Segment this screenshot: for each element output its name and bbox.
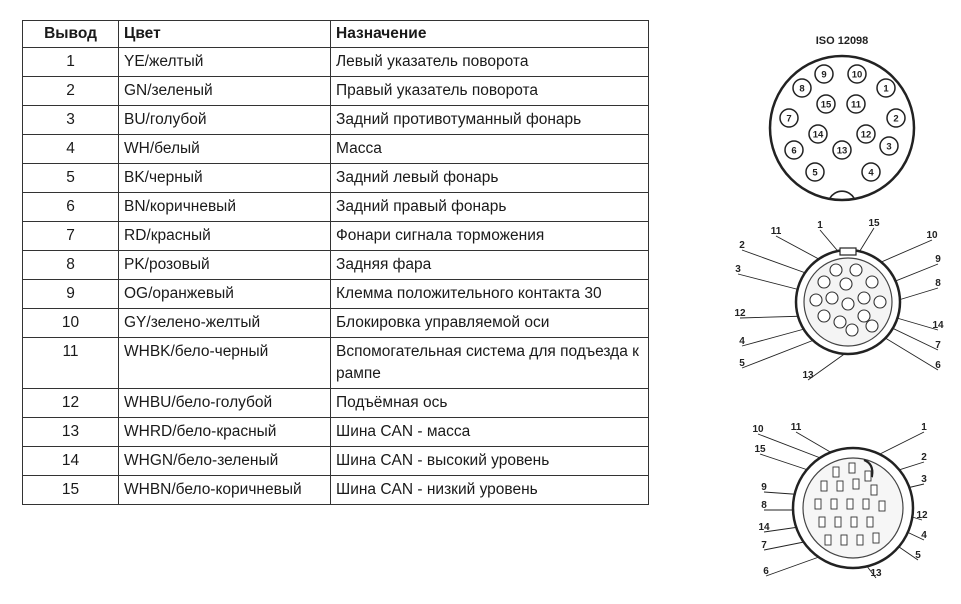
rear-pin-contact — [871, 485, 877, 495]
rear-pin-label: 4 — [921, 530, 927, 541]
rear-pin-label: 6 — [763, 566, 769, 577]
iso-pin-label: 15 — [820, 99, 832, 111]
front-pin-socket — [858, 292, 870, 304]
cell-color: GN/зеленый — [119, 77, 331, 106]
table-row — [23, 280, 649, 309]
cell-pin: 2 — [23, 77, 119, 106]
rear-pin-contact — [819, 517, 825, 527]
cell-color: WHBU/бело-голубой — [119, 389, 331, 418]
cell-color: OG/оранжевый — [119, 280, 331, 309]
cell-function: Левый указатель поворота — [331, 48, 649, 77]
rear-pin-contact — [857, 535, 863, 545]
iso-connector-title: ISO 12098 — [815, 35, 869, 47]
rear-pin-contact — [835, 517, 841, 527]
iso-pin-label: 2 — [893, 113, 899, 125]
rear-pin-contact — [851, 517, 857, 527]
table-row — [23, 164, 649, 193]
front-pin-label: 3 — [735, 264, 741, 275]
cell-function: Задняя фара — [331, 251, 649, 280]
iso-pin-label: 3 — [886, 141, 892, 153]
rear-pin-contact — [841, 535, 847, 545]
front-leader-line — [888, 326, 938, 350]
rear-pin-contact — [825, 535, 831, 545]
front-pin-label: 5 — [739, 358, 745, 369]
front-pin-label: 8 — [935, 278, 941, 289]
front-pin-label: 15 — [868, 218, 880, 229]
rear-pin-contact — [865, 471, 871, 481]
rear-pin-contact — [821, 481, 827, 491]
rear-pin-label: 1 — [921, 422, 927, 433]
front-pin-socket — [840, 278, 852, 290]
header-color: Цвет — [119, 21, 331, 48]
front-pin-socket — [834, 316, 846, 328]
rear-pin-label: 2 — [921, 452, 927, 463]
table-row — [23, 389, 649, 418]
table-row — [23, 338, 649, 389]
front-pin-socket — [842, 298, 854, 310]
table-row — [23, 476, 649, 505]
iso-pin-label: 7 — [786, 113, 792, 125]
cell-color: BN/коричневый — [119, 193, 331, 222]
cell-function: Фонари сигнала торможения — [331, 222, 649, 251]
cell-color: GY/зелено-желтый — [119, 309, 331, 338]
cell-pin: 4 — [23, 135, 119, 164]
rear-pin-contact — [847, 499, 853, 509]
header-pin: Вывод — [23, 21, 119, 48]
table-header-row — [23, 21, 649, 48]
iso-pin-label: 5 — [812, 167, 818, 179]
rear-pin-label: 11 — [790, 422, 802, 433]
cell-pin: 15 — [23, 476, 119, 505]
table-row — [23, 77, 649, 106]
rear-pin-contact — [879, 501, 885, 511]
cell-color: BK/черный — [119, 164, 331, 193]
cell-color: WHBN/бело-коричневый — [119, 476, 331, 505]
front-pin-label: 6 — [935, 360, 941, 371]
cell-color: RD/красный — [119, 222, 331, 251]
rear-pin-label: 7 — [761, 540, 767, 551]
front-pin-socket — [874, 296, 886, 308]
front-pin-label: 1 — [817, 220, 823, 231]
cell-color: WHRD/бело-красный — [119, 418, 331, 447]
cell-function: Подъёмная ось — [331, 389, 649, 418]
rear-pin-label: 14 — [758, 522, 770, 533]
front-pin-label: 14 — [932, 320, 944, 331]
rear-pin-label: 10 — [752, 424, 764, 435]
front-leader-line — [742, 340, 814, 368]
cell-function: Задний левый фонарь — [331, 164, 649, 193]
rear-pin-label: 3 — [921, 474, 927, 485]
front-pin-label: 12 — [734, 308, 746, 319]
front-pin-socket — [866, 320, 878, 332]
front-pin-label: 7 — [935, 340, 941, 351]
cell-function: Шина CAN - масса — [331, 418, 649, 447]
cell-color: WH/белый — [119, 135, 331, 164]
table-row — [23, 447, 649, 476]
cell-pin: 11 — [23, 338, 119, 389]
cell-pin: 1 — [23, 48, 119, 77]
cell-pin: 7 — [23, 222, 119, 251]
front-pin-socket — [866, 276, 878, 288]
pin-assignment-table — [22, 20, 649, 505]
table-row — [23, 418, 649, 447]
table-row — [23, 193, 649, 222]
rear-pin-contact — [849, 463, 855, 473]
iso-pin-label: 6 — [791, 145, 797, 157]
rear-pin-label: 8 — [761, 500, 767, 511]
front-leader-line — [858, 228, 874, 254]
rear-pin-contact — [837, 481, 843, 491]
cell-pin: 3 — [23, 106, 119, 135]
cell-pin: 8 — [23, 251, 119, 280]
front-pin-socket — [826, 292, 838, 304]
cell-color: WHBK/бело-черный — [119, 338, 331, 389]
table-body — [23, 48, 649, 505]
table-row — [23, 309, 649, 338]
cell-color: BU/голубой — [119, 106, 331, 135]
front-pin-socket — [858, 310, 870, 322]
connector-rear-diagram — [740, 420, 950, 598]
table-row — [23, 48, 649, 77]
front-pin-socket — [810, 294, 822, 306]
cell-pin: 12 — [23, 389, 119, 418]
cell-function: Масса — [331, 135, 649, 164]
front-leader-line — [742, 250, 814, 276]
iso-pin-label: 9 — [821, 69, 827, 81]
cell-color: WHGN/бело-зеленый — [119, 447, 331, 476]
iso-pin-label: 8 — [799, 83, 805, 95]
cell-function: Задний противотуманный фонарь — [331, 106, 649, 135]
iso-pin-label: 10 — [851, 69, 863, 81]
front-leader-line — [882, 336, 938, 370]
front-pin-socket — [830, 264, 842, 276]
front-pin-label: 13 — [802, 370, 814, 381]
rear-pin-label: 15 — [754, 444, 766, 455]
iso-pin-label: 13 — [836, 145, 848, 157]
rear-pin-label: 12 — [916, 510, 928, 521]
cell-pin: 14 — [23, 447, 119, 476]
front-pin-socket — [818, 276, 830, 288]
iso-connector-body — [770, 56, 914, 200]
iso-pin-label: 4 — [868, 167, 874, 179]
table-row — [23, 222, 649, 251]
rear-pin-label: 9 — [761, 482, 767, 493]
iso-pin-label: 11 — [850, 99, 862, 111]
connector-front-diagram — [732, 218, 952, 394]
rear-pin-contact — [867, 517, 873, 527]
table-row — [23, 251, 649, 280]
cell-function: Задний правый фонарь — [331, 193, 649, 222]
cell-function: Вспомогательная система для подъезда к рампе — [331, 338, 649, 389]
front-pin-socket — [846, 324, 858, 336]
front-pin-label: 10 — [926, 230, 938, 241]
iso-pin-label: 12 — [860, 129, 872, 141]
iso-pin-label: 1 — [883, 83, 889, 95]
cell-function: Шина CAN - низкий уровень — [331, 476, 649, 505]
header-function: Назначение — [331, 21, 649, 48]
front-leader-line — [742, 328, 808, 346]
rear-pin-contact — [853, 479, 859, 489]
rear-pin-contact — [831, 499, 837, 509]
table-row — [23, 106, 649, 135]
cell-function: Правый указатель поворота — [331, 77, 649, 106]
iso-connector-diagram — [760, 26, 920, 206]
front-pin-socket — [850, 264, 862, 276]
cell-function: Клемма положительного контакта 30 — [331, 280, 649, 309]
cell-function: Блокировка управляемой оси — [331, 309, 649, 338]
cell-color: PK/розовый — [119, 251, 331, 280]
cell-pin: 5 — [23, 164, 119, 193]
cell-pin: 13 — [23, 418, 119, 447]
cell-pin: 6 — [23, 193, 119, 222]
table-row — [23, 135, 649, 164]
front-pin-label: 4 — [739, 336, 745, 347]
cell-pin: 10 — [23, 309, 119, 338]
cell-function: Шина CAN - высокий уровень — [331, 447, 649, 476]
rear-pin-contact — [833, 467, 839, 477]
rear-pin-contact — [863, 499, 869, 509]
rear-pin-label: 5 — [915, 550, 921, 561]
front-pin-label: 2 — [739, 240, 745, 251]
front-pin-label: 11 — [770, 226, 782, 237]
rear-pin-label: 13 — [870, 568, 882, 579]
cell-color: YE/желтый — [119, 48, 331, 77]
front-pin-socket — [818, 310, 830, 322]
front-connector-key — [840, 248, 856, 255]
cell-pin: 9 — [23, 280, 119, 309]
rear-pin-contact — [873, 533, 879, 543]
rear-pin-contact — [815, 499, 821, 509]
front-pin-label: 9 — [935, 254, 941, 265]
iso-pin-label: 14 — [812, 129, 824, 141]
